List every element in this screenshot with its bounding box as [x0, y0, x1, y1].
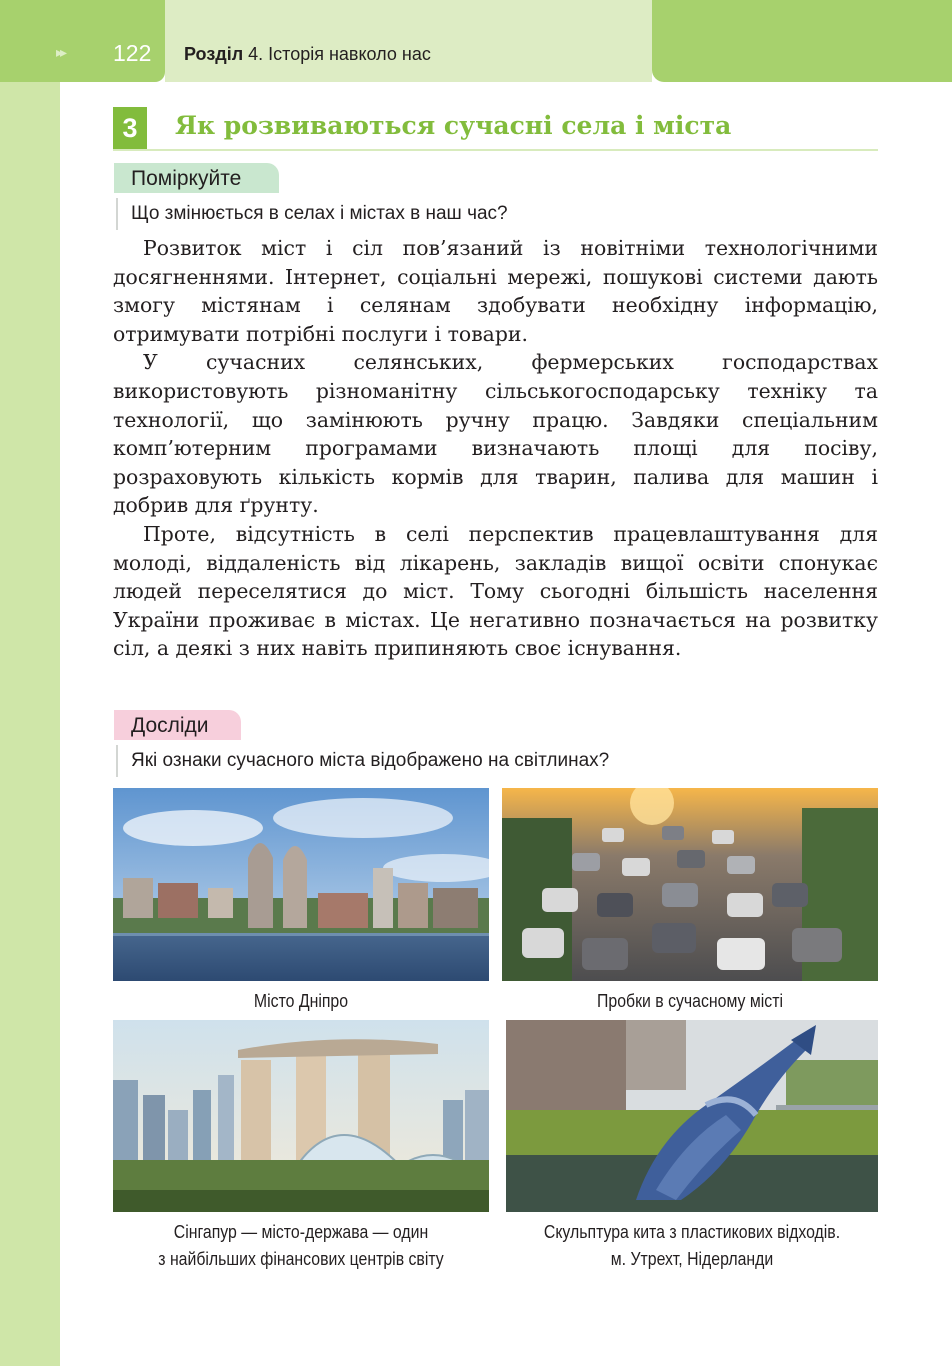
section-word: Розділ — [184, 44, 244, 64]
paragraph-2: У сучасних селянських, фермерських господарствах використовують різноманітну сільськогосподарську техніку та технології, що замінюють ручну працю. Завдяки спеціальним комп’ютерним програмами визначають площі для посіву, розраховують кількість кормів для тварин, палива для машин і добрив для ґрунту. — [113, 350, 878, 518]
traffic-caption — [525, 988, 856, 1015]
paragraph-1: Розвиток міст і сіл пов’язаний із новітніми технологічними досягненнями. Інтернет, соціальні мережі, пошукові системи дають змогу містянам і селянам здобувати необхідну інформацію, отримувати потрібні послуги і товари. — [113, 236, 878, 346]
traffic-photo — [502, 788, 878, 981]
section-label — [184, 44, 431, 65]
dnipro-caption — [136, 988, 467, 1015]
think-tag: Поміркуйте — [114, 163, 279, 193]
paragraph-3: Проте, відсутність в селі перспектив працевлаштування для молоді, віддаленість від лікарень, закладів вищої освіти спонукає людей переселятися до міст. Тому сьогодні більшість населення України проживає в містах. Це негативно позначається на розвитку сіл, а деякі з них навіть припиняють своє існування. — [113, 521, 878, 661]
body-text — [113, 234, 878, 663]
header-right-block — [652, 0, 952, 82]
think-question: Що змінюється в селах і містах в наш час? — [116, 198, 508, 230]
lesson-title: Як розвиваються сучасні села і міста — [175, 111, 732, 140]
section-title: 4. Історія навколо нас — [248, 44, 431, 64]
whale-sculpture-photo — [506, 1020, 878, 1212]
singapore-caption-line-2: з найбільших фінансових центрів світу — [158, 1249, 444, 1269]
singapore-caption-line-1: Сінгапур — місто-держава — один — [173, 1222, 429, 1242]
header-middle-block — [165, 0, 652, 82]
whale-caption-line-1: Скульптура кита з пластикових відходів. — [543, 1222, 841, 1242]
singapore-photo — [113, 1020, 489, 1212]
whale-caption-line-2: м. Утрехт, Нідерланди — [610, 1249, 774, 1269]
singapore-caption — [118, 1219, 484, 1273]
explore-tag: Досліди — [114, 710, 241, 740]
page-margin-strip — [0, 0, 60, 1366]
dnipro-caption-text: Місто Дніпро — [253, 991, 349, 1011]
lesson-heading — [113, 107, 878, 151]
page-number: 122 — [113, 40, 152, 66]
lesson-number: 3 — [113, 107, 147, 149]
double-arrow-icon: ▸▸ — [56, 44, 65, 60]
dnipro-photo — [113, 788, 489, 981]
traffic-caption-text: Пробки в сучасному місті — [597, 991, 783, 1011]
explore-question: Які ознаки сучасного міста відображено на світлинах? — [116, 745, 609, 777]
whale-caption — [502, 1219, 882, 1273]
